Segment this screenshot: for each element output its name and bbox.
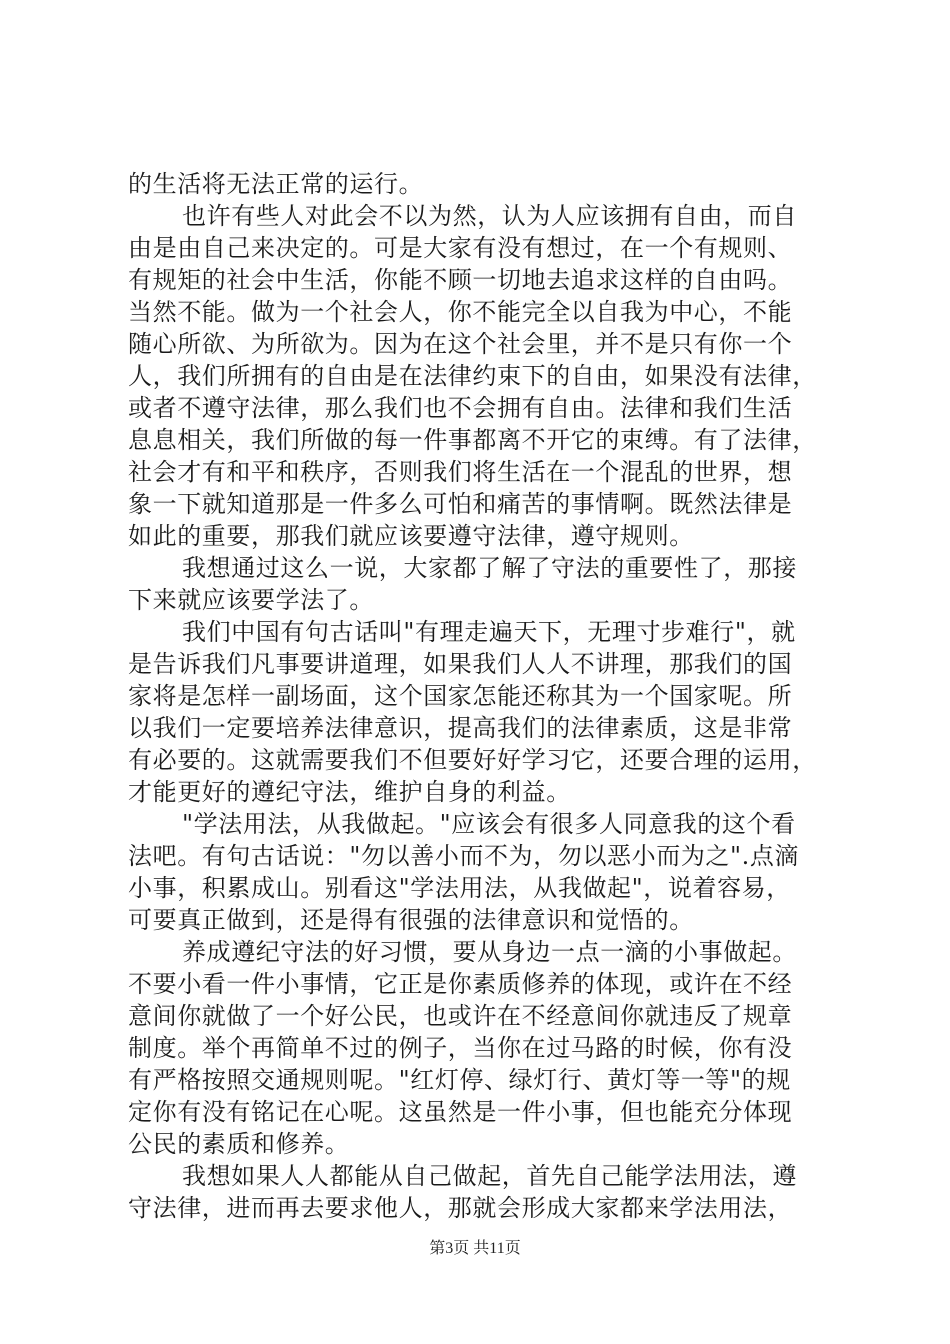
text-line: 家将是怎样一副场面，这个国家怎能还称其为一个国家呢。所	[128, 682, 793, 710]
text-line: 以我们一定要培养法律意识，提高我们的法律素质，这是非常	[128, 714, 793, 742]
text-line: 人，我们所拥有的自由是在法律约束下的自由，如果没有法律，	[128, 362, 817, 390]
text-line: 有必要的。这就需要我们不但要好好学习它，还要合理的运用，	[128, 746, 817, 774]
text-line: 可要真正做到，还是得有很强的法律意识和觉悟的。	[128, 906, 694, 934]
text-line: 象一下就知道那是一件多么可怕和痛苦的事情啊。既然法律是	[128, 490, 793, 518]
text-line: 意间你就做了一个好公民，也或许在不经意间你就违反了规章	[128, 1002, 793, 1030]
text-line: 我想如果人人都能从自己做起，首先自己能学法用法，遵	[182, 1162, 797, 1190]
text-line: 我想通过这么一说，大家都了解了守法的重要性了，那接	[182, 554, 797, 582]
text-line: 或者不遵守法律，那么我们也不会拥有自由。法律和我们生活	[128, 394, 793, 422]
page-footer: 第3页 共11页	[429, 1240, 521, 1257]
text-line: 有规矩的社会中生活，你能不顾一切地去追求这样的自由吗。	[128, 266, 793, 294]
text-line: 是告诉我们凡事要讲道理，如果我们人人不讲理，那我们的国	[128, 650, 793, 678]
text-line: 我们中国有句古话叫"有理走遍天下，无理寸步难行"，就	[182, 618, 796, 646]
text-line: 不要小看一件小事情，它正是你素质修养的体现，或许在不经	[128, 970, 793, 998]
text-line: 下来就应该要学法了。	[128, 586, 374, 614]
text-line: 小事，积累成山。别看这"学法用法，从我做起"，说着容易，	[128, 874, 791, 902]
document-body	[128, 168, 828, 1224]
text-line: 有严格按照交通规则呢。"红灯停、绿灯行、黄灯等一等"的规	[128, 1066, 791, 1094]
text-line: 法吧。有句古话说："勿以善小而不为，勿以恶小而为之".点滴	[128, 842, 800, 870]
text-line: 由是由自己来决定的。可是大家有没有想过，在一个有规则、	[128, 234, 793, 262]
text-line: 如此的重要，那我们就应该要遵守法律，遵守规则。	[128, 522, 694, 550]
text-line: 定你有没有铭记在心呢。这虽然是一件小事，但也能充分体现	[128, 1098, 793, 1126]
text-line: 守法律，进而再去要求他人，那就会形成大家都来学法用法，	[128, 1194, 793, 1222]
text-line: "学法用法，从我做起。"应该会有很多人同意我的这个看	[182, 810, 796, 838]
text-line: 社会才有和平和秩序，否则我们将生活在一个混乱的世界，想	[128, 458, 793, 486]
text-line: 公民的素质和修养。	[128, 1130, 350, 1158]
text-line: 制度。举个再简单不过的例子，当你在过马路的时候，你有没	[128, 1034, 793, 1062]
text-line: 息息相关，我们所做的每一件事都离不开它的束缚。有了法律，	[128, 426, 817, 454]
text-line: 才能更好的遵纪守法，维护自身的利益。	[128, 778, 571, 806]
text-line: 随心所欲、为所欲为。因为在这个社会里，并不是只有你一个	[128, 330, 793, 358]
text-line: 的生活将无法正常的运行。	[128, 170, 424, 198]
text-line: 养成遵纪守法的好习惯，要从身边一点一滴的小事做起。	[182, 938, 797, 966]
text-line: 也许有些人对此会不以为然，认为人应该拥有自由，而自	[182, 202, 797, 230]
text-line: 当然不能。做为一个社会人，你不能完全以自我为中心，不能	[128, 298, 793, 326]
